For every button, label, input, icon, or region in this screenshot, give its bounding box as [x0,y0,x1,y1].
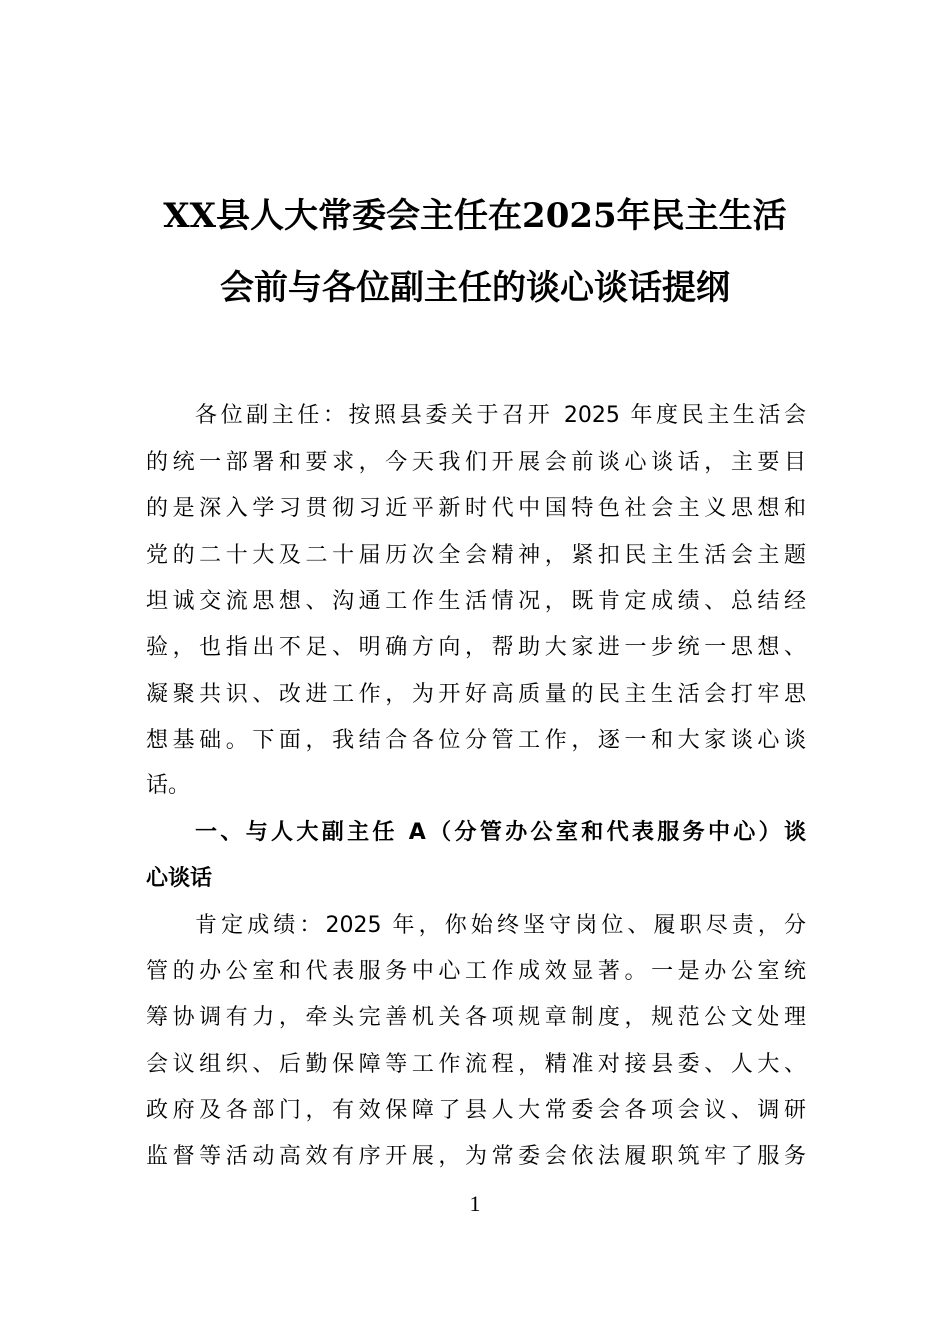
paragraph-line: 监督等活动高效有序开展，为常委会依法履职筑牢了服务 [146,1144,806,1169]
paragraph-line: 肯定成绩：2025 年，你始终坚守岗位、履职尽责，分 [195,913,806,938]
paragraph-line: 的是深入学习贯彻习近平新时代中国特色社会主义思想和 [146,496,806,521]
paragraph-line: 坦诚交流思想、沟通工作生活情况，既肯定成绩、总结经 [146,589,806,614]
section-heading-line: 心谈话 [146,866,213,891]
document-title-line-2: 会前与各位副主任的谈心谈话提纲 [220,268,730,308]
paragraph-line: 的统一部署和要求，今天我们开展会前谈心谈话，主要目 [146,450,806,475]
paragraph-line: 想基础。下面，我结合各位分管工作，逐一和大家谈心谈 [146,728,806,753]
paragraph-line: 会议组织、后勤保障等工作流程，精准对接县委、人大、 [146,1052,806,1077]
paragraph-line: 话。 [146,773,191,798]
paragraph-line: 筹协调有力，牵头完善机关各项规章制度，规范公文处理 [146,1005,806,1030]
page-number: 1 [469,1191,481,1216]
paragraph-line: 管的办公室和代表服务中心工作成效显著。一是办公室统 [146,959,806,984]
paragraph-line: 验，也指出不足、明确方向，帮助大家进一步统一思想、 [146,635,806,660]
paragraph-line: 党的二十大及二十届历次全会精神，紧扣民主生活会主题 [146,543,806,568]
section-heading-line: 一、与人大副主任 A（分管办公室和代表服务中心）谈 [195,820,806,845]
paragraph-line: 凝聚共识、改进工作，为开好高质量的民主生活会打牢思 [146,682,806,707]
document-title-line-1: XX县人大常委会主任在2025年民主生活 [163,196,787,236]
paragraph-line: 政府及各部门，有效保障了县人大常委会各项会议、调研 [146,1098,806,1123]
paragraph-line: 各位副主任：按照县委关于召开 2025 年度民主生活会 [195,403,806,428]
